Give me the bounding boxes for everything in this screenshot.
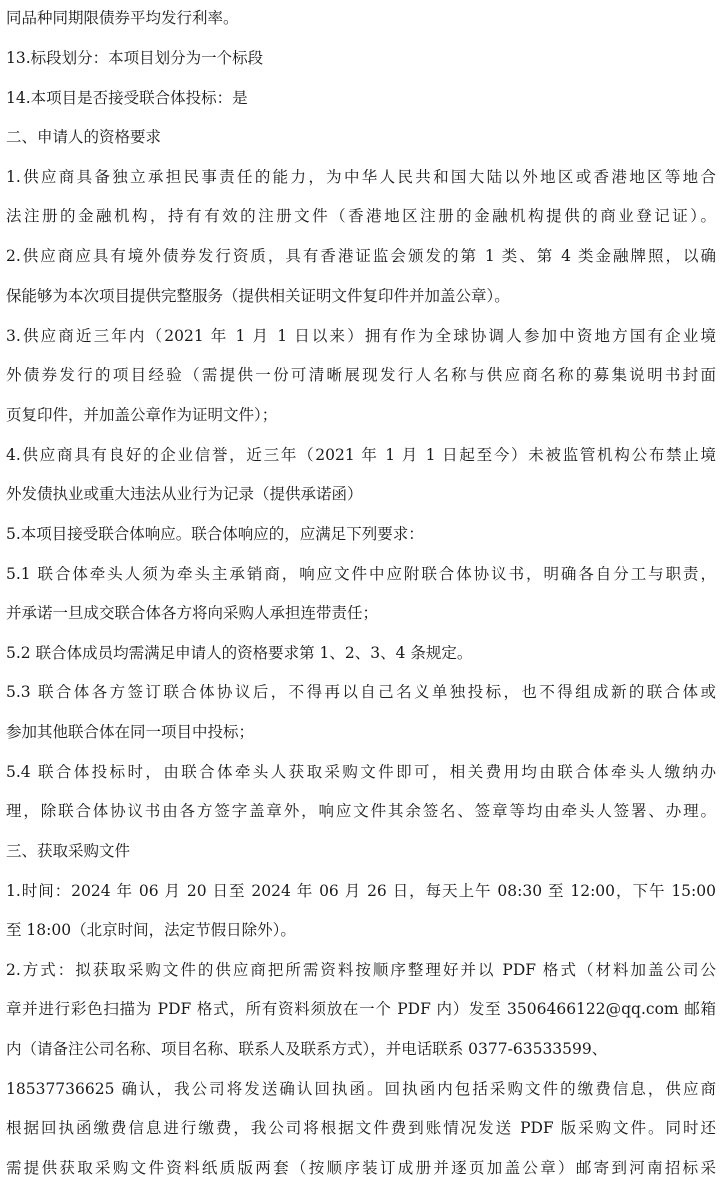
text-line: 5.3 联合体各方签订联合体协议后，不得再以自己名义单独投标，也不得组成新的联合体或 [6,683,716,701]
text-line: 外发债执业或重大违法从业行为记录（提供承诺函） [6,485,363,503]
text-line: 参加其他联合体在同一项目中投标； [6,723,255,741]
text-line: 5.4 联合体投标时，由联合体牵头人获取采购文件即可，相关费用均由联合体牵头人缴纳办 [6,763,716,781]
text-line: 内（请备注公司名称、项目名称、联系人及联系方式），并电话联系 0377-63533599、 [6,1040,608,1058]
text-line: 页复印件，并加盖公章作为证明文件）； [6,406,278,424]
text-line: 2.方式：拟获取采购文件的供应商把所需资料按顺序整理好并以 PDF 格式（材料加盖公司公 [6,961,716,979]
text-line: 1.时间：2024 年 06 月 20 日至 2024 年 06 月 26 日，每天上午 08:30 至 12:00，下午 15:00 [6,882,716,900]
text-line: 18537736625 确认，我公司将发送确认回执函。回执函内包括采购文件的缴费信息，供应商 [6,1080,716,1098]
text-line: 2.供应商应具有境外债券发行资质，具有香港证监会颁发的第 1 类、第 4 类金融牌照，以确 [6,247,716,265]
text-line: 4.供应商具有良好的企业信誉，近三年（2021 年 1 月 1 日起至今）未被监管机构公布禁止境 [6,446,716,464]
text-line: 13.标段划分：本项目划分为一个标段 [6,49,264,67]
text-line: 章并进行彩色扫描为 PDF 格式，所有资料须放在一个 PDF 内）发至 3506466122@qq.com 邮箱 [6,1000,716,1018]
text-line: 5.2 联合体成员均需满足申请人的资格要求第 1、2、3、4 条规定。 [6,644,473,662]
text-line: 5.本项目接受联合体响应。联合体响应的，应满足下列要求： [6,525,424,543]
text-line: 并承诺一旦成交联合体各方将向采购人承担连带责任； [6,604,379,622]
text-line: 同品种同期限债券平均发行利率。 [6,9,239,27]
text-line: 14.本项目是否接受联合体投标：是 [6,89,248,107]
text-line: 根据回执函缴费信息进行缴费，我公司将根据文件费到账情况发送 PDF 版采购文件。同时还 [6,1119,716,1137]
text-line: 至 18:00（北京时间，法定节假日除外）。 [6,921,296,939]
text-line: 外债券发行的项目经验（需提供一份可清晰展现发行人名称与供应商名称的募集说明书封面 [6,366,716,384]
text-line: 5.1 联合体牵头人须为牵头主承销商，响应文件中应附联合体协议书，明确各自分工与职责， [6,565,716,583]
text-line: 需提供获取采购文件资料纸质版两套（按顺序装订成册并逐页加盖公章）邮寄到河南招标采 [6,1159,716,1177]
text-line: 理，除联合体协议书由各方签字盖章外，响应文件其余签名、签章等均由牵头人签署、办理。 [6,802,716,820]
text-line: 保能够为本次项目提供完整服务（提供相关证明文件复印件并加盖公章）。 [6,287,510,305]
section-heading: 三、获取采购文件 [6,842,131,860]
text-line: 法注册的金融机构，持有有效的注册文件（香港地区注册的金融机构提供的商业登记证）。 [6,207,716,225]
text-line: 1.供应商具备独立承担民事责任的能力，为中华人民共和国大陆以外地区或香港地区等地合 [6,168,716,186]
text-line: 3.供应商近三年内（2021 年 1 月 1 日以来）拥有作为全球协调人参加中资地方国有企业境 [6,327,716,345]
section-heading: 二、申请人的资格要求 [6,128,162,146]
